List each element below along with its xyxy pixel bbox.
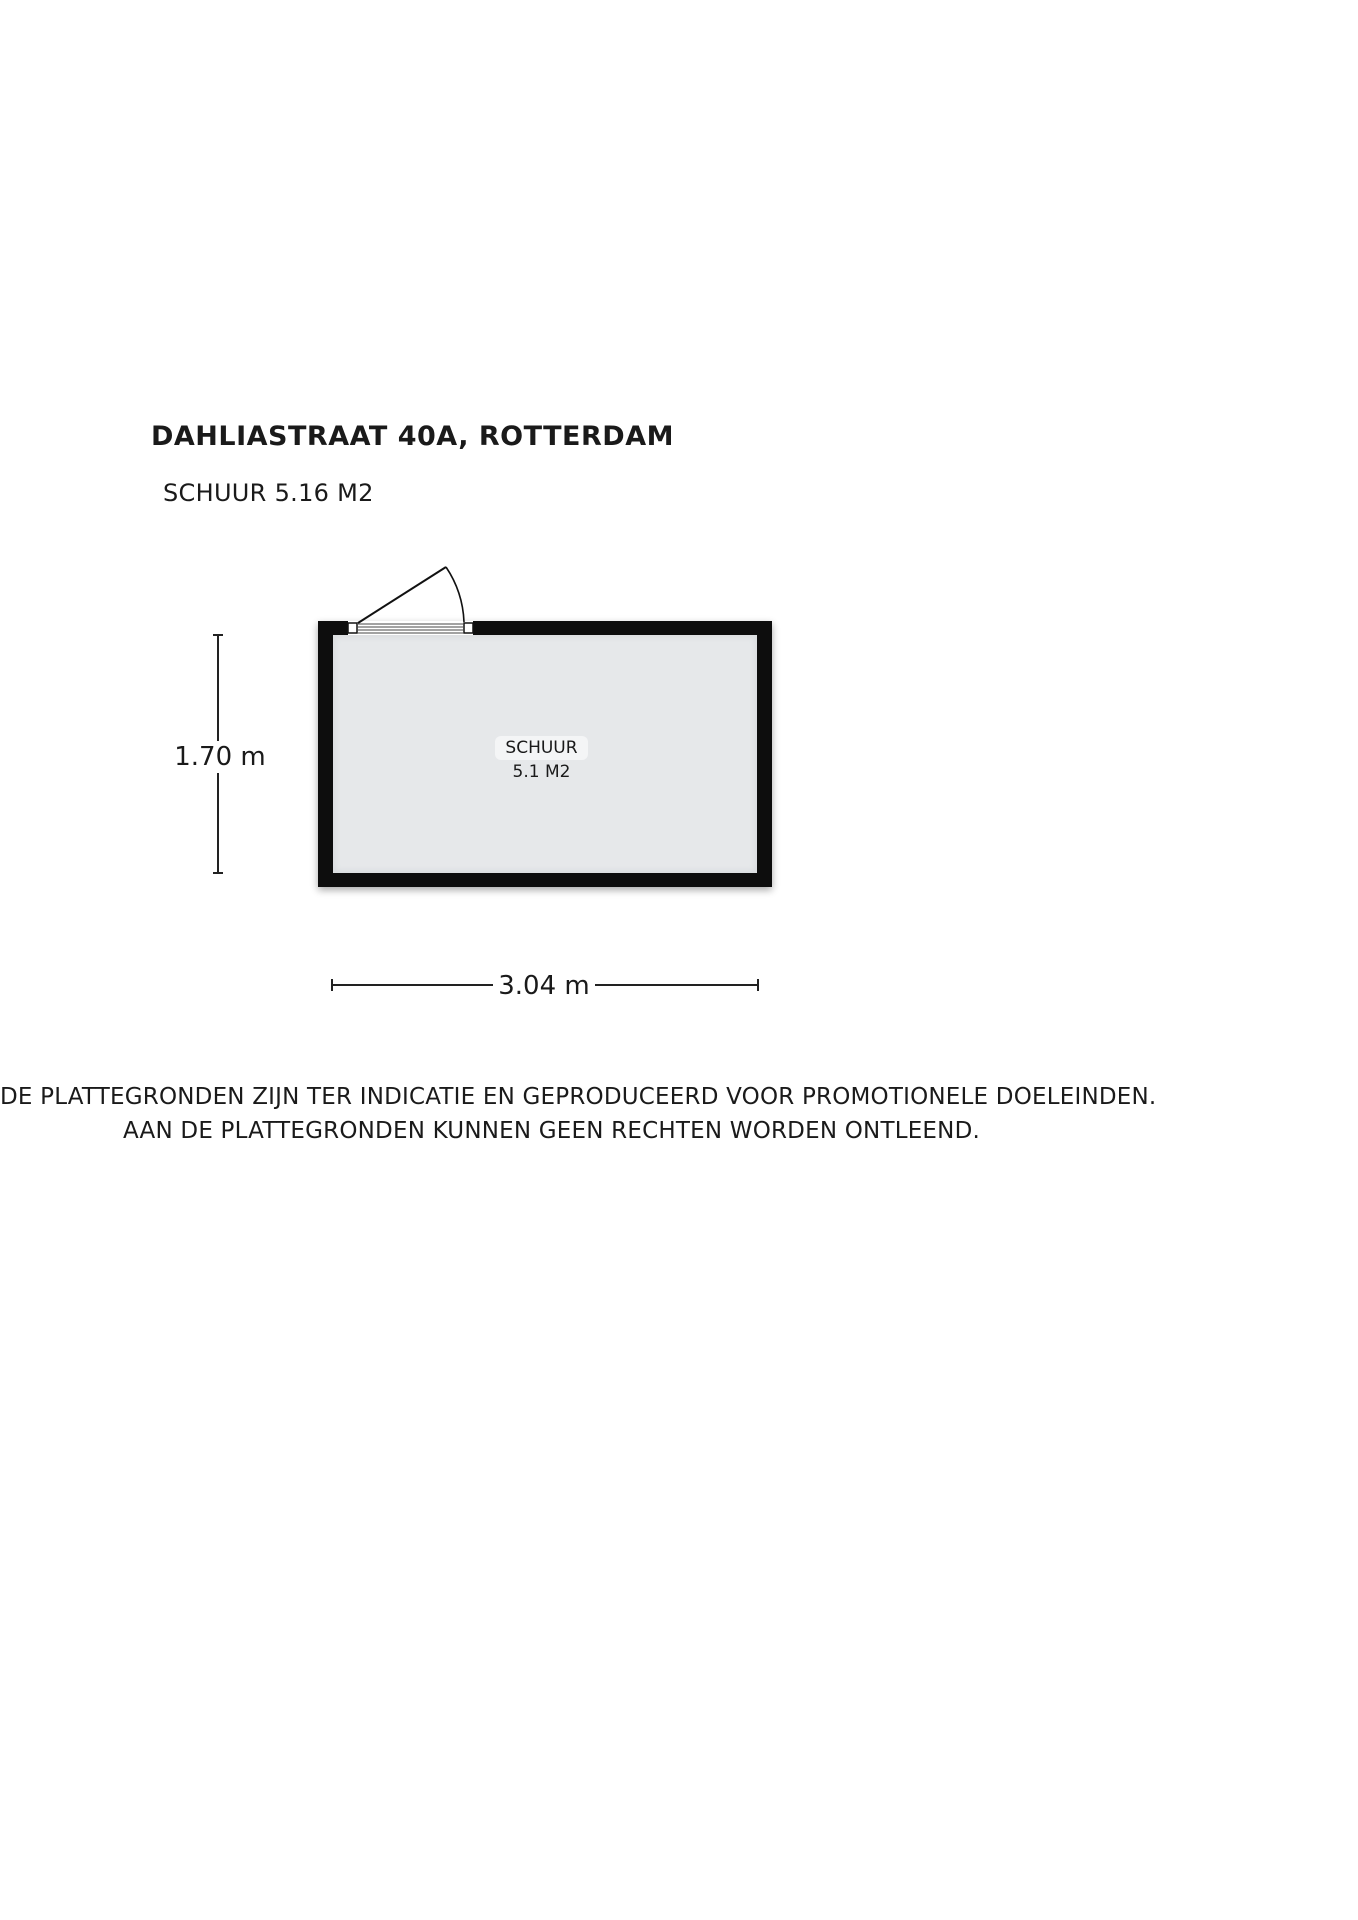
disclaimer-line-1: DE PLATTEGRONDEN ZIJN TER INDICATIE EN GEPRODUCEERD VOOR PROMOTIONELE DOELEINDEN. [0,1084,1157,1110]
shed-floor [333,635,757,873]
disclaimer-line-2: AAN DE PLATTEGRONDEN KUNNEN GEEN RECHTEN WORDEN ONTLEEND. [122,1118,980,1144]
room-area: 5.1 M2 [512,762,571,782]
disclaimer [0,1080,1157,1148]
width-dimension-label: 3.04 m [493,970,595,1002]
door [348,567,473,635]
height-dimension-label: 1.70 m [170,741,270,773]
plan-subtitle: SCHUUR 5.16 M2 [163,479,374,507]
door-swing-arc [446,567,464,622]
door-leaf [358,567,446,623]
plan-title: DAHLIASTRAAT 40A, ROTTERDAM [151,421,674,452]
room-name: SCHUUR [495,736,587,760]
